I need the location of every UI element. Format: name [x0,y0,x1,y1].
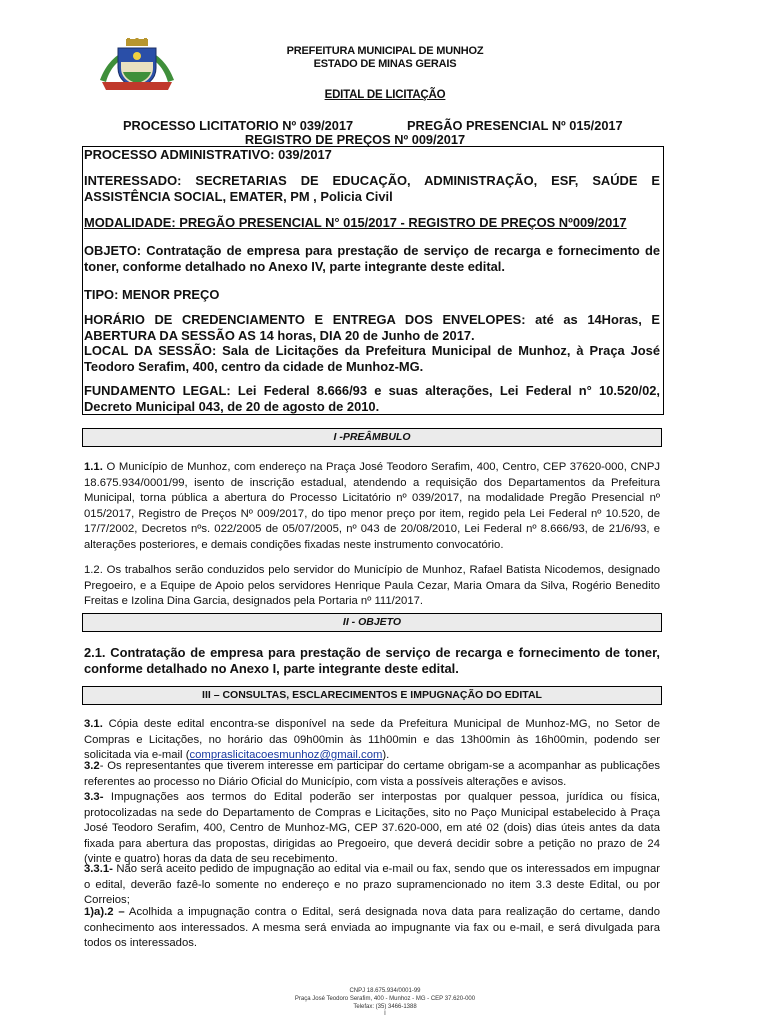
paragraph-number: 1.1. [84,461,103,473]
paragraph-1-2: 1.2. Os trabalhos serão conduzidos pelo servidor do Município de Munhoz, Rafael Batista Nicodemos, designado Pregoeiro, e a Equipe de Apoio pelos servidores Henrique Paula Cezar, Maria Omara da Silva, Rogério Benedito Freitas e Izolina Dina Garcia, designados pela Portaria nº 111/2017. [84,564,660,608]
paragraph-2-1: 2.1. Contratação de empresa para prestação de serviço de recarga e fornecimento de toner, conforme detalhado no Anexo I, parte integrante deste edital. [84,645,660,676]
footer-cnpj: CNPJ 18.675.934/0001-99 [349,988,421,994]
processo-licitatorio: PROCESSO LICITATORIO Nº 039/2017 [123,118,354,133]
footer-page-mark: I [384,1011,386,1017]
paragraph-3-3 [84,790,660,868]
paragraph-3-3-1 [84,862,660,909]
paragraph-number: 3.3.1- [84,863,113,875]
footer-address: Praça José Teodoro Serafim, 400 - Munhoz - MG - CEP 37.620-000 [294,996,476,1002]
paragraph-number: 1)a).2 – [84,906,125,918]
local-sessao: LOCAL DA SESSÃO: Sala de Licitações da Prefeitura Municipal de Munhoz, à Praça José Teodoro Serafim, 400, centro da cidade de Munhoz-MG. [84,343,660,374]
edital-title: EDITAL DE LICITAÇÃO [324,89,446,101]
paragraph-text: ). [382,749,390,762]
tipo: TIPO: MENOR PREÇO [84,287,220,302]
paragraph-number: 3.2 [84,760,100,772]
section-preambulo-heading: I -PREÂMBULO [82,428,662,447]
objeto: OBJETO: Contratação de empresa para prestação de serviço de recarga e fornecimento de toner, conforme detalhado no Anexo IV, parte integrante deste edital. [84,243,660,274]
section-objeto-heading: II - OBJETO [82,613,662,632]
paragraph-text: - Os representantes que tiverem interesse em participar do certame obrigam-se a acompanhar as publicações referentes ao processo no Diário Oficial do Município, com vista a possíveis alterações e avisos. [84,760,660,788]
contact-email-link[interactable]: compraslicitacoesmunhoz@gmail.com [189,749,383,762]
header-prefeitura: PREFEITURA MUNICIPAL DE MUNHOZ [286,45,484,57]
registro-precos: REGISTRO DE PREÇOS Nº 009/2017 [244,132,466,147]
modalidade: MODALIDADE: PREGÃO PRESENCIAL N° 015/2017 - REGISTRO DE PREÇOS Nº009/2017 [84,215,627,230]
fundamento-legal: FUNDAMENTO LEGAL: Lei Federal 8.666/93 e suas alterações, Lei Federal n° 10.520/02, Decreto Municipal 043, de 20 de agosto de 2010. [84,383,660,414]
section-consultas-heading: III – CONSULTAS, ESCLARECIMENTOS E IMPUGNAÇÃO DO EDITAL [82,686,662,705]
paragraph-number: 3.1. [84,718,103,730]
paragraph-text: O Município de Munhoz, com endereço na Praça José Teodoro Serafim, 400, Centro, CEP 37620-000, CNPJ 18.675.934/0001/99, isento de inscrição estadual, atendendo a requisição dos Departamentos da Prefeitura Municipal, torna pública a abertura do Processo Licitatório nº 039/2017, na modalidade Pregão Presencial nº 015/2017, Registro de Preços Nº 009/2017, do tipo menor preço por item, regido pela Lei Federal nº 10.520, de 17/7/2002, Decretos nºs. 022/2005 de 05/07/2005, nº 043 de 20/08/2010, Lei Federal nº 8.666/93, de 21/6/93, e alterações posteriores, e demais condições fixadas neste instrumento convocatório. [84,461,660,551]
processo-administrativo: PROCESSO ADMINISTRATIVO: 039/2017 [84,147,332,162]
interessado: INTERESSADO: SECRETARIAS DE EDUCAÇÃO, ADMINISTRAÇÃO, ESF, SAÚDE E ASSISTÊNCIA SOCIAL, EMATER, PM , Policia Civil [84,173,660,204]
header-estado: ESTADO DE MINAS GERAIS [313,58,457,70]
footer-phone: Telefax: (35) 3466-1388 [353,1004,417,1010]
paragraph-3-1 [84,717,660,764]
paragraph-text: Impugnações aos termos do Edital poderão ser interpostas por qualquer pessoa, jurídica ou física, protocolizadas na sede do Departamento de Compras e Licitações, sito no Paço Municipal estabelecido à Praça José Teodoro Serafim, 400, Centro de Munhoz-MG, CEP 37.620-000, em até 02 (dois) dias úteis antes da data fixada para abertura das propostas, dirigidas ao Pregoeiro, que deverá decidir sobre a petição no prazo de 24 (vinte e quatro) horas da data de seu recebimento. [84,791,660,866]
horario-credenciamento: HORÁRIO DE CREDENCIAMENTO E ENTREGA DOS ENVELOPES: até as 14Horas, E ABERTURA DA SESSÃO AS 14 horas, DIA 20 de Junho de 2017. [84,312,660,343]
paragraph-number: 3.3- [84,791,104,803]
paragraph-text: Não será aceito pedido de impugnação ao edital via e-mail ou fax, sendo que os interessados em impugnar o edital, deverão fazê-lo somente no endereço e no prazo supramencionado no item 3.3 deste Edital, ou por Correios; [84,863,660,907]
paragraph-1a-2 [84,905,660,952]
pregao-presencial: PREGÃO PRESENCIAL Nº 015/2017 [407,118,623,133]
paragraph-text: Acolhida a impugnação contra o Edital, será designada nova data para realização do certame, dando conhecimento aos interessados. A mesma será enviada ao impugnante via fax ou e-mail, e será divulgada para todos os interessados. [84,906,660,950]
paragraph-3-2 [84,759,660,790]
paragraph-text: Cópia deste edital encontra-se disponível na sede da Prefeitura Municipal de Munhoz-MG, no Setor de Compras e Licitações, no horário das 09h00min às 11h00min e das 13h00min às 16h00min, podendo ser solicitada via e-mail ( [84,718,661,762]
paragraph-1-1 [84,460,660,554]
